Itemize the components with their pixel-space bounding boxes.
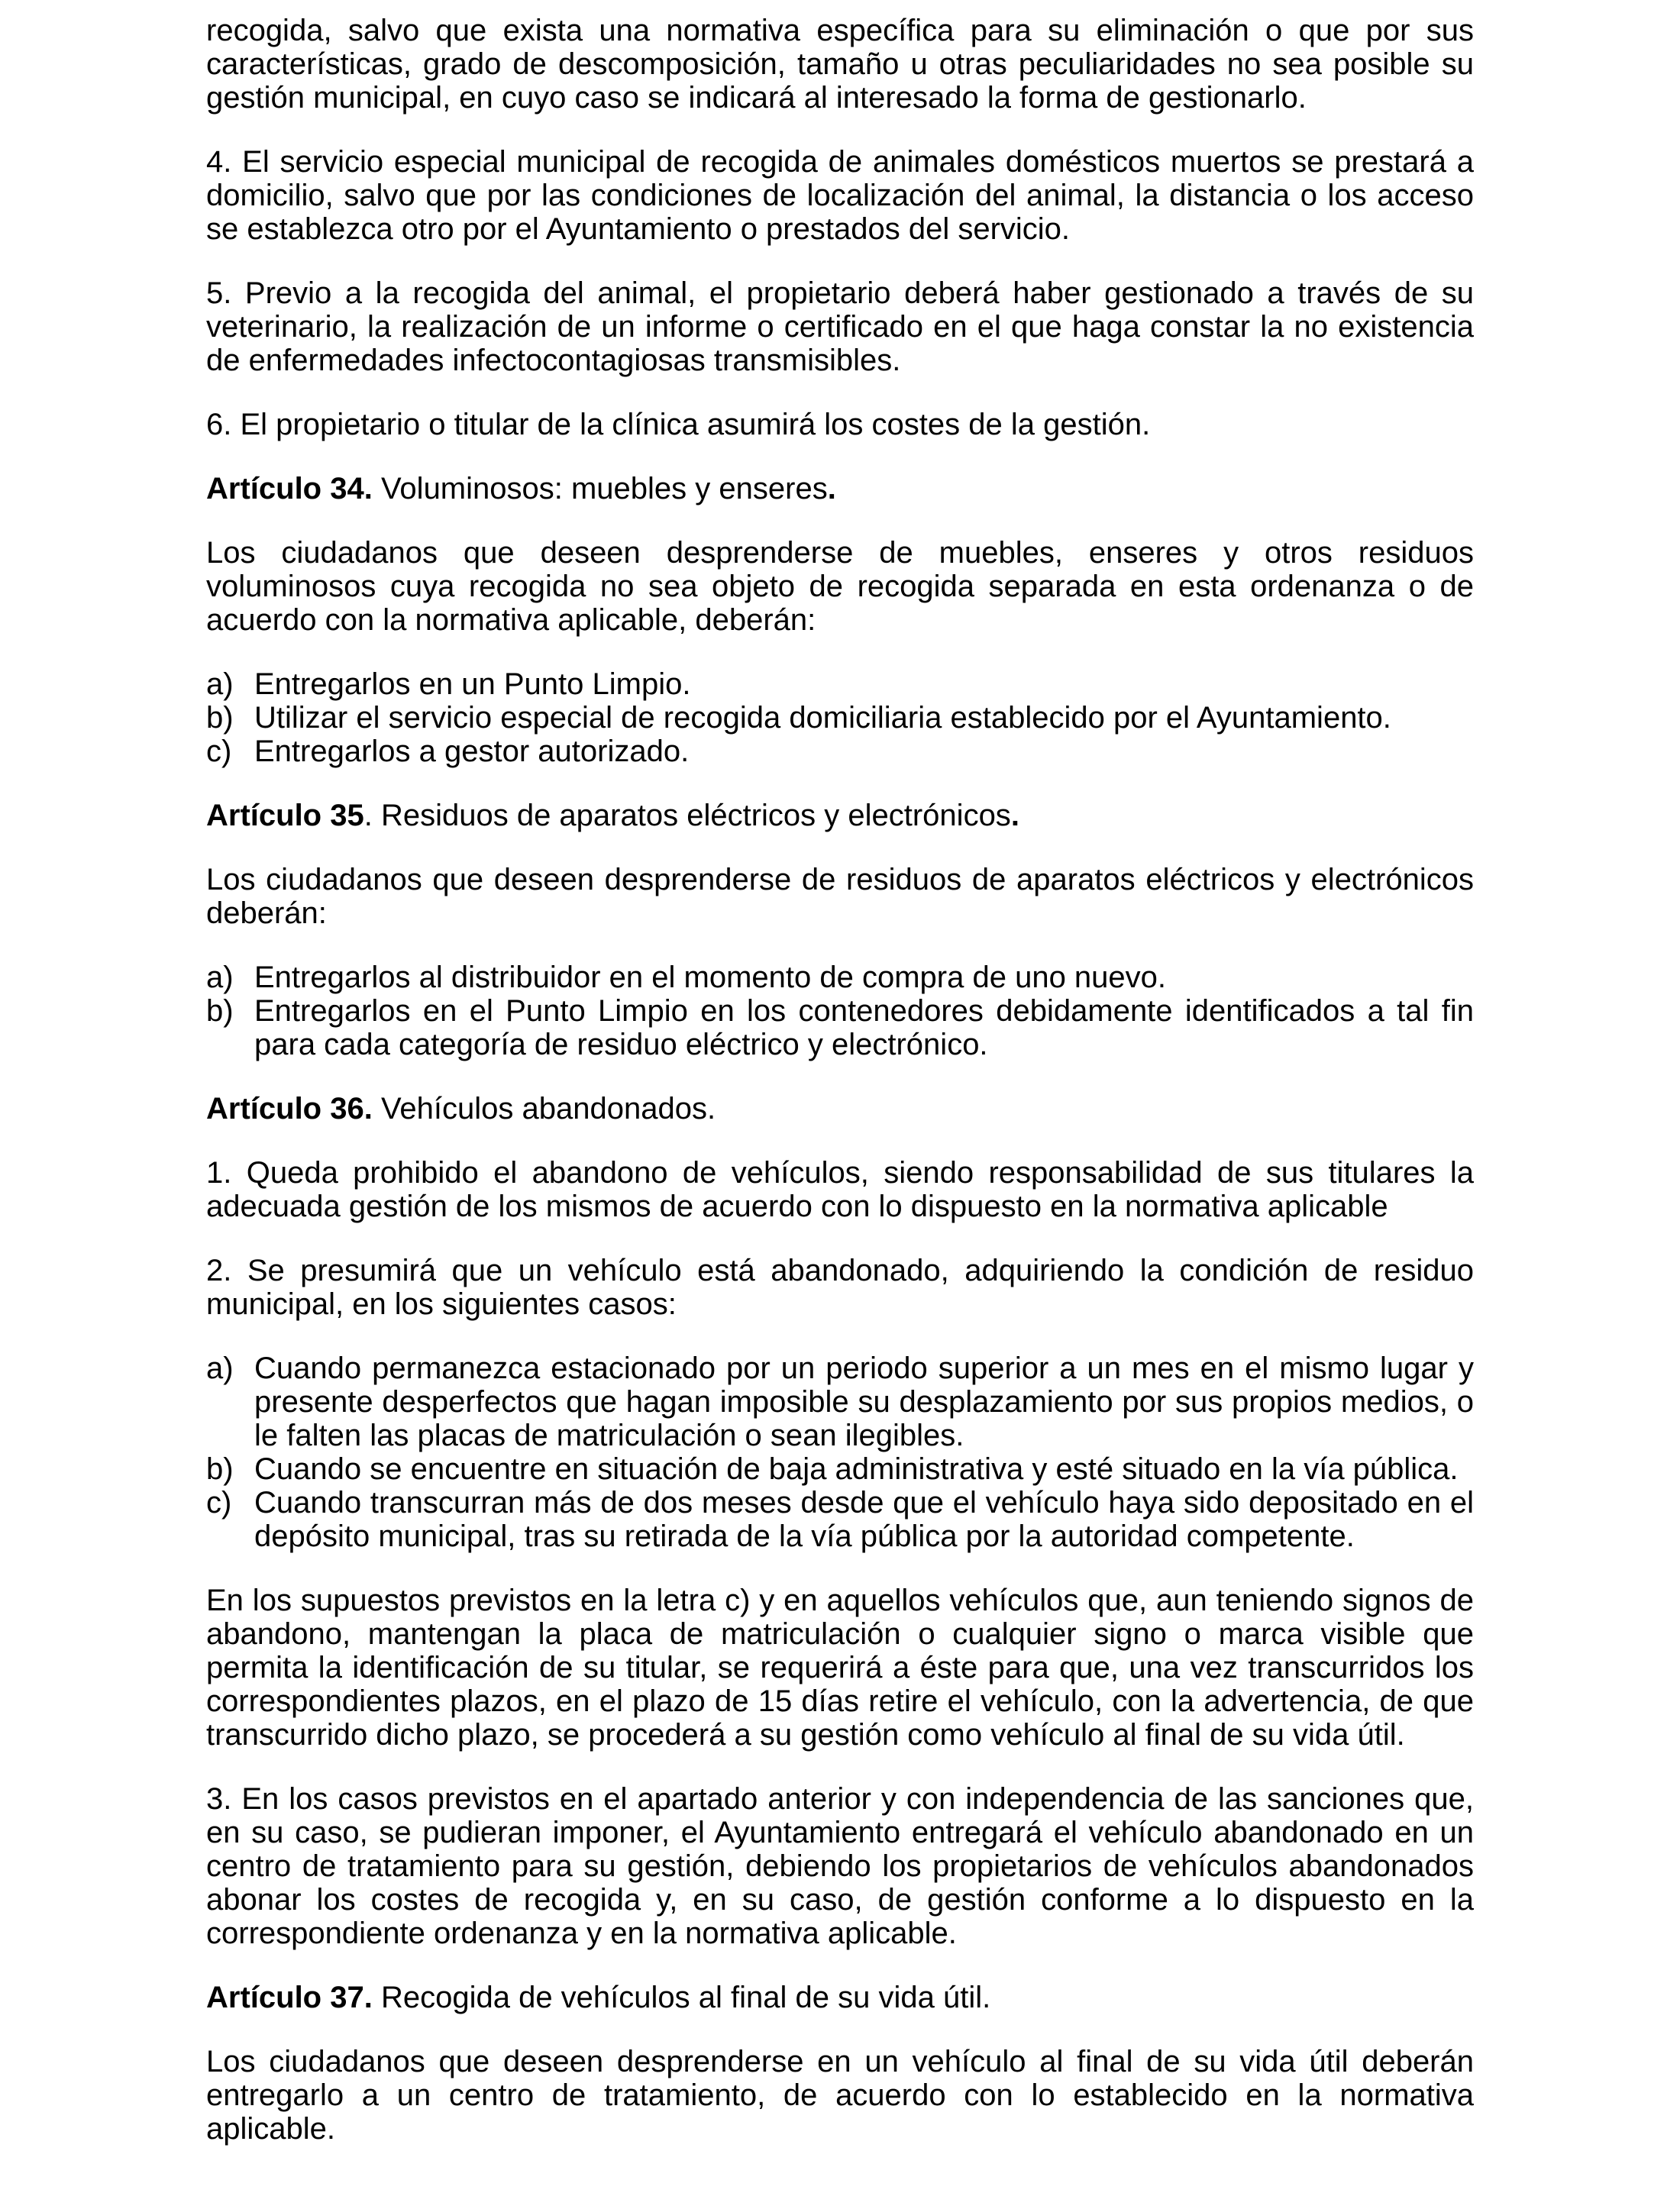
heading-text-segment: Recogida de vehículos al final de su vida útil. [372, 1981, 991, 2014]
list-marker: a) [206, 667, 234, 701]
paragraph: Los ciudadanos que deseen desprenderse en un vehículo al final de su vida útil deberán entregarlo a un centro de tratamiento, de acuerdo con lo establecido en la normativa aplicable. [206, 2045, 1474, 2146]
list-marker: a) [206, 1352, 234, 1385]
paragraph: Los ciudadanos que deseen desprenderse de muebles, enseres y otros residuos voluminosos cuya recogida no sea objeto de recogida separada en esta ordenanza o de acuerdo con la normativa aplicable, deberán: [206, 536, 1474, 637]
list-item-text: Entregarlos en el Punto Limpio en los contenedores debidamente identificados a tal fin para cada categoría de residuo eléctrico y electrónico. [254, 994, 1474, 1061]
heading-bold-segment: Artículo 35 [206, 799, 364, 832]
list-item [206, 1352, 1474, 1452]
list-item [206, 667, 1474, 701]
heading-bold-segment: . [827, 472, 836, 505]
heading-bold-segment: Artículo 37. [206, 1981, 373, 2014]
article-heading [206, 1981, 1474, 2014]
paragraph: 6. El propietario o titular de la clínica asumirá los costes de la gestión. [206, 408, 1151, 441]
heading-text-segment: . Residuos de aparatos eléctricos y electrónicos [363, 799, 1011, 832]
paragraph: 3. En los casos previstos en el apartado anterior y con independencia de las sanciones que, en su caso, se pudieran imponer, el Ayuntamiento entregará el vehículo abandonado en un centro de tratamiento para su gestión, debiendo los propietarios de vehículos abandonados abonar los costes de recogida y, en su caso, de gestión conforme a lo dispuesto en la correspondiente ordenanza y en la normativa aplicable. [206, 1782, 1474, 1950]
heading-bold-segment: Artículo 36. [206, 1092, 373, 1126]
list-marker: b) [206, 1452, 234, 1486]
ordered-list [206, 961, 1474, 1061]
list-marker: a) [206, 961, 234, 994]
list-marker: b) [206, 701, 234, 735]
document-content [206, 14, 1474, 2176]
list-item-text: Entregarlos a gestor autorizado. [254, 735, 690, 768]
ordered-list [206, 1352, 1474, 1553]
list-item [206, 1486, 1474, 1553]
heading-bold-segment: . [1010, 799, 1019, 832]
paragraph: En los supuestos previstos en la letra c) y en aquellos vehículos que, aun teniendo signos de abandono, mantengan la placa de matriculación o cualquier signo o marca visible que permita la identificación de su titular, se requerirá a éste para que, una vez transcurridos los correspondientes plazos, en el plazo de 15 días retire el vehículo, con la advertencia, de que transcurrido dicho plazo, se procederá a su gestión como vehículo al final de su vida útil. [206, 1584, 1474, 1752]
list-item-text: Utilizar el servicio especial de recogida domiciliaria establecido por el Ayuntamiento. [254, 701, 1391, 735]
list-item [206, 735, 1474, 768]
list-item [206, 1452, 1474, 1486]
article-heading [206, 472, 1474, 505]
ordered-list [206, 667, 1474, 768]
list-marker: b) [206, 994, 234, 1028]
paragraph: 1. Queda prohibido el abandono de vehículos, siendo responsabilidad de sus titulares la adecuada gestión de los mismos de acuerdo con lo dispuesto en la normativa aplicable [206, 1156, 1474, 1223]
heading-bold-segment: Artículo 34. [206, 472, 373, 505]
paragraph: 5. Previo a la recogida del animal, el propietario deberá haber gestionado a través de su veterinario, la realización de un informe o certificado en el que haga constar la no existencia de enfermedades infectocontagiosas transmisibles. [206, 276, 1474, 377]
article-heading [206, 1092, 1474, 1126]
paragraph: recogida, salvo que exista una normativa específica para su eliminación o que por sus características, grado de descomposición, tamaño u otras peculiaridades no sea posible su gestión municipal, en cuyo caso se indicará al interesado la forma de gestionarlo. [206, 14, 1474, 115]
list-item [206, 994, 1474, 1061]
heading-text-segment: Vehículos abandonados. [372, 1092, 716, 1126]
article-heading [206, 799, 1474, 832]
list-marker: c) [206, 735, 232, 768]
list-item-text: Entregarlos al distribuidor en el momento de compra de uno nuevo. [254, 961, 1167, 994]
heading-text-segment: Voluminosos: muebles y enseres [372, 472, 828, 505]
list-item-text: Cuando se encuentre en situación de baja administrativa y esté situado en la vía pública. [254, 1452, 1459, 1486]
list-item-text: Cuando transcurran más de dos meses desde que el vehículo haya sido depositado en el depósito municipal, tras su retirada de la vía pública por la autoridad competente. [254, 1486, 1474, 1553]
list-item [206, 961, 1474, 994]
paragraph: Los ciudadanos que deseen desprenderse de residuos de aparatos eléctricos y electrónicos deberán: [206, 863, 1474, 930]
paragraph: 2. Se presumirá que un vehículo está abandonado, adquiriendo la condición de residuo municipal, en los siguientes casos: [206, 1254, 1474, 1321]
list-item-text: Cuando permanezca estacionado por un periodo superior a un mes en el mismo lugar y presente desperfectos que hagan imposible su desplazamiento por sus propios medios, o le falten las placas de matriculación o sean ilegibles. [254, 1352, 1474, 1452]
paragraph: 4. El servicio especial municipal de recogida de animales domésticos muertos se prestará a domicilio, salvo que por las condiciones de localización del animal, la distancia o los acceso se establezca otro por el Ayuntamiento o prestados del servicio. [206, 145, 1474, 246]
list-item [206, 701, 1474, 735]
list-item-text: Entregarlos en un Punto Limpio. [254, 667, 691, 701]
list-marker: c) [206, 1486, 232, 1520]
